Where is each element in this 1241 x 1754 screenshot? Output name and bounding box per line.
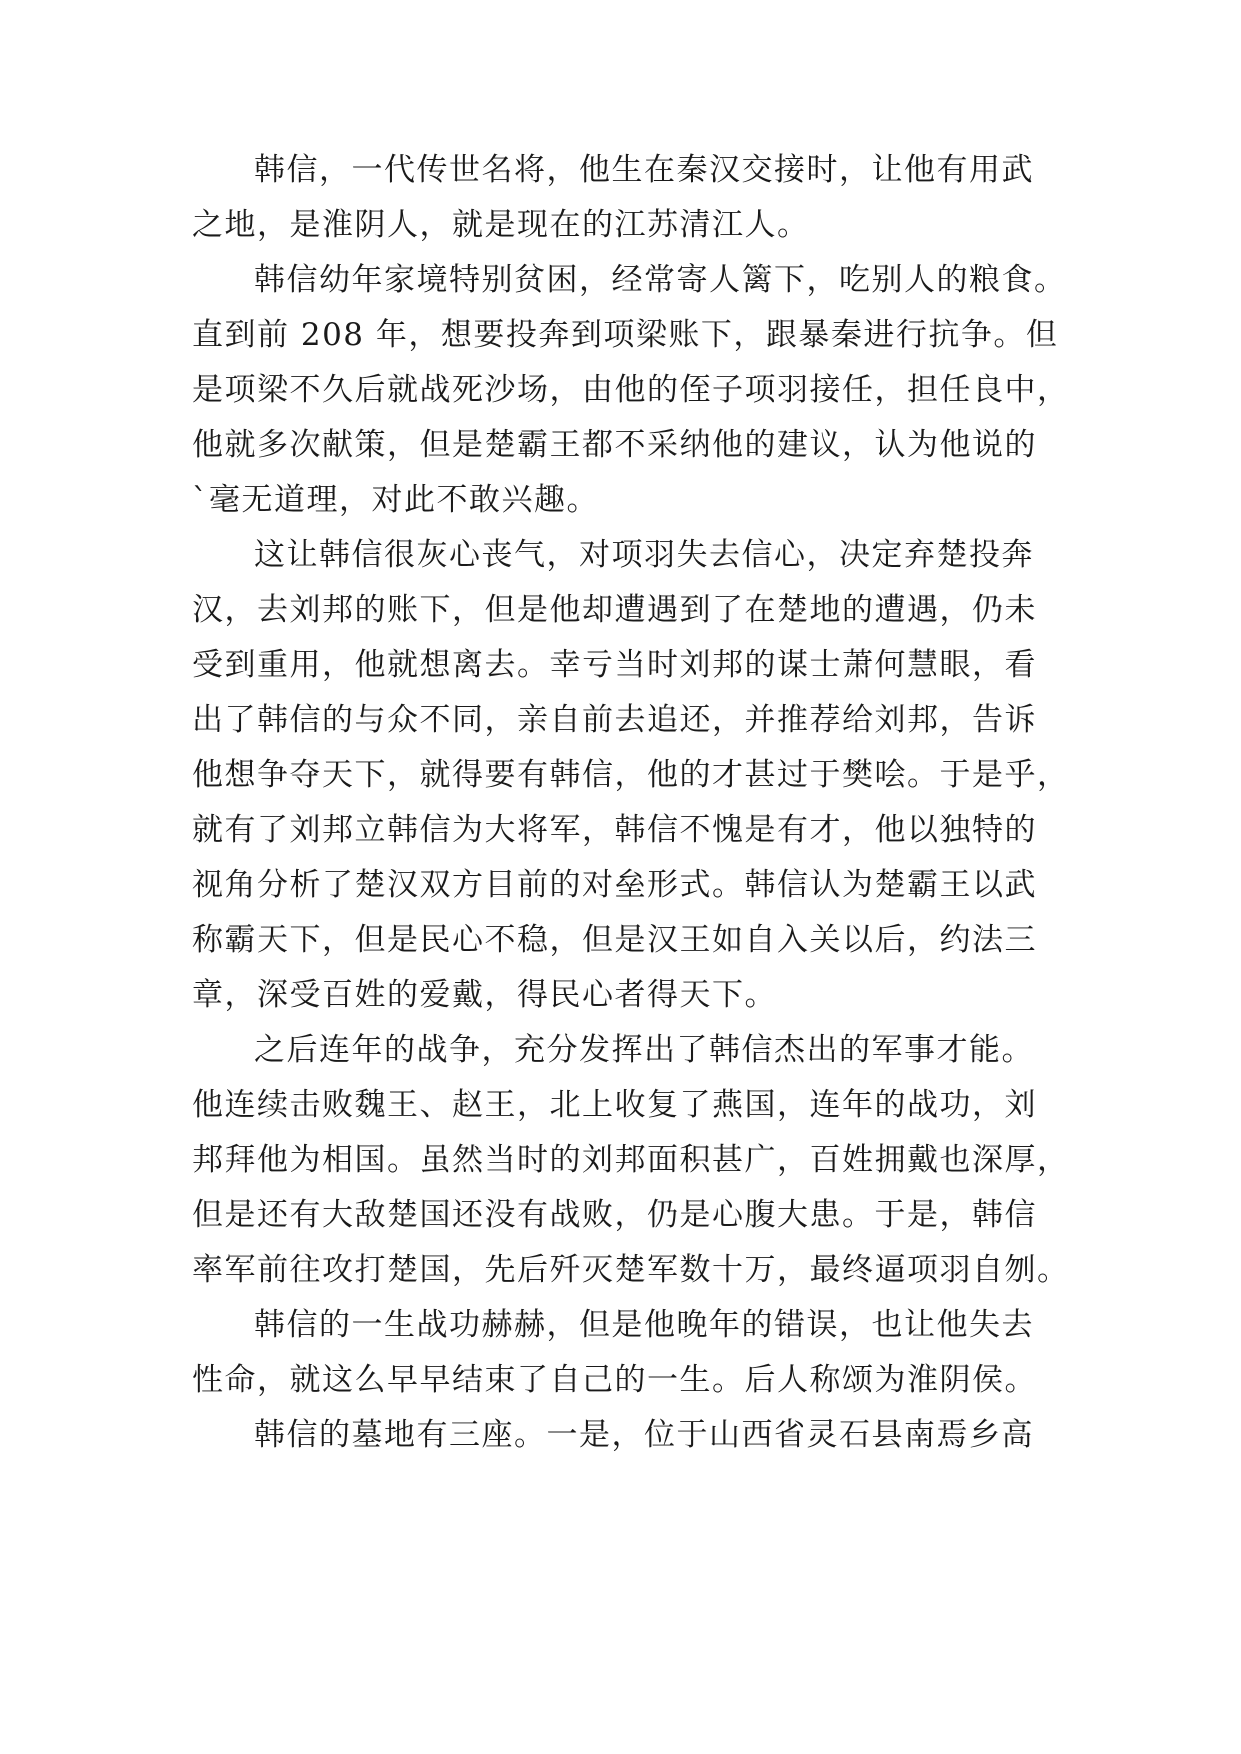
- text-line: 出了韩信的与众不同，亲自前去追还，并推荐给刘邦，告诉: [192, 702, 1037, 738]
- text-line: `毫无道理，对此不敢兴趣。: [192, 482, 599, 518]
- text-line: 他想争夺天下，就得要有韩信，他的才甚过于樊哙。于是乎，: [192, 757, 1070, 793]
- text-line: 视角分析了楚汉双方目前的对垒形式。韩信认为楚霸王以武: [192, 867, 1037, 903]
- text-line: 韩信的一生战功赫赫，但是他晚年的错误，也让他失去: [254, 1307, 1034, 1343]
- text-line: 汉，去刘邦的账下，但是他却遭遇到了在楚地的遭遇，仍未: [192, 592, 1037, 628]
- text-line: 性命，就这么早早结束了自己的一生。后人称颂为淮阴侯。: [192, 1362, 1037, 1398]
- text-line: 称霸天下，但是民心不稳，但是汉王如自入关以后，约法三: [192, 922, 1037, 958]
- text-line: 之地，是淮阴人，就是现在的江苏清江人。: [192, 207, 810, 243]
- text-line: 之后连年的战争，充分发挥出了韩信杰出的军事才能。: [254, 1032, 1034, 1068]
- text-line: 但是还有大敌楚国还没有战败，仍是心腹大患。于是，韩信: [192, 1197, 1037, 1233]
- text-line: 章，深受百姓的爱戴，得民心者得天下。: [192, 977, 777, 1013]
- text-line: 是项梁不久后就战死沙场，由他的侄子项羽接任，担任良中，: [192, 372, 1070, 408]
- text-line: 韩信的墓地有三座。一是，位于山西省灵石县南焉乡高: [254, 1417, 1034, 1453]
- text-line: 他就多次献策，但是楚霸王都不采纳他的建议，认为他说的: [192, 427, 1037, 463]
- text-line: 就有了刘邦立韩信为大将军，韩信不愧是有才，他以独特的: [192, 812, 1037, 848]
- text-line: 直到前 208 年，想要投奔到项梁账下，跟暴秦进行抗争。但: [192, 317, 1059, 353]
- text-line: 韩信幼年家境特别贫困，经常寄人篱下，吃别人的粮食。: [254, 262, 1067, 298]
- text-line: 韩信，一代传世名将，他生在秦汉交接时，让他有用武: [254, 152, 1034, 188]
- text-line: 他连续击败魏王、赵王，北上收复了燕国，连年的战功，刘: [192, 1087, 1037, 1123]
- text-line: 受到重用，他就想离去。幸亏当时刘邦的谋士萧何慧眼，看: [192, 647, 1037, 683]
- text-line: 这让韩信很灰心丧气，对项羽失去信心，决定弃楚投奔: [254, 537, 1034, 573]
- text-line: 邦拜他为相国。虽然当时的刘邦面积甚广，百姓拥戴也深厚，: [192, 1142, 1070, 1178]
- text-line: 率军前往攻打楚国，先后歼灭楚军数十万，最终逼项羽自刎。: [192, 1252, 1070, 1288]
